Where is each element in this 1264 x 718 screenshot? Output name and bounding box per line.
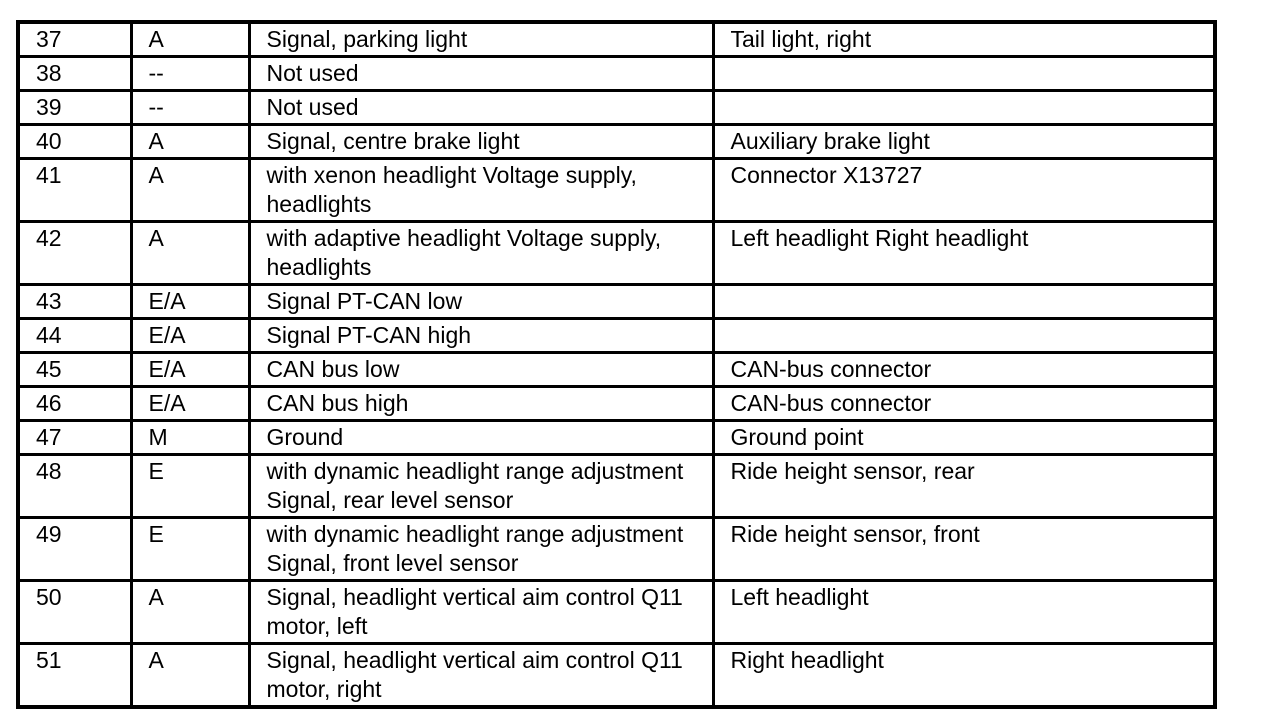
table-row — [18, 91, 1215, 125]
function-cell: CAN bus low — [249, 353, 713, 387]
function-cell: CAN bus high — [249, 387, 713, 421]
signal-type-cell: E — [131, 518, 249, 581]
connection-cell: CAN-bus connector — [713, 353, 1215, 387]
pin-number-cell: 45 — [18, 353, 131, 387]
signal-type-cell: E/A — [131, 387, 249, 421]
pin-number-cell: 46 — [18, 387, 131, 421]
function-cell: Not used — [249, 57, 713, 91]
function-cell: with xenon headlight Voltage supply, headlights — [249, 159, 713, 222]
table-row — [18, 644, 1215, 708]
pin-number-cell: 49 — [18, 518, 131, 581]
table-row — [18, 353, 1215, 387]
connection-cell — [713, 91, 1215, 125]
pin-number-cell: 40 — [18, 125, 131, 159]
pin-number-cell: 38 — [18, 57, 131, 91]
function-cell: Not used — [249, 91, 713, 125]
table-row — [18, 421, 1215, 455]
signal-type-cell: -- — [131, 91, 249, 125]
connection-cell: Tail light, right — [713, 22, 1215, 57]
signal-type-cell: A — [131, 644, 249, 708]
table-row — [18, 22, 1215, 57]
connection-cell: Ride height sensor, rear — [713, 455, 1215, 518]
connection-cell: Ground point — [713, 421, 1215, 455]
function-cell: with adaptive headlight Voltage supply, headlights — [249, 222, 713, 285]
connection-cell: CAN-bus connector — [713, 387, 1215, 421]
signal-type-cell: A — [131, 222, 249, 285]
table-row — [18, 319, 1215, 353]
pin-number-cell: 51 — [18, 644, 131, 708]
signal-type-cell: A — [131, 22, 249, 57]
function-cell: with dynamic headlight range adjustment Signal, front level sensor — [249, 518, 713, 581]
connection-cell: Auxiliary brake light — [713, 125, 1215, 159]
table-row — [18, 285, 1215, 319]
table-row — [18, 125, 1215, 159]
function-cell: Signal PT-CAN low — [249, 285, 713, 319]
table-row — [18, 387, 1215, 421]
table-row — [18, 581, 1215, 644]
function-cell: with dynamic headlight range adjustment Signal, rear level sensor — [249, 455, 713, 518]
function-cell: Signal, centre brake light — [249, 125, 713, 159]
signal-type-cell: A — [131, 125, 249, 159]
signal-type-cell: A — [131, 159, 249, 222]
signal-type-cell: M — [131, 421, 249, 455]
signal-type-cell: E/A — [131, 285, 249, 319]
function-cell: Signal, headlight vertical aim control Q11 motor, left — [249, 581, 713, 644]
table-row — [18, 222, 1215, 285]
signal-type-cell: E/A — [131, 353, 249, 387]
connection-cell: Right headlight — [713, 644, 1215, 708]
table-row — [18, 518, 1215, 581]
pin-assignment-table — [16, 20, 1217, 709]
pin-number-cell: 39 — [18, 91, 131, 125]
table-row — [18, 455, 1215, 518]
function-cell: Signal, parking light — [249, 22, 713, 57]
function-cell: Signal, headlight vertical aim control Q11 motor, right — [249, 644, 713, 708]
connection-cell: Ride height sensor, front — [713, 518, 1215, 581]
connection-cell: Left headlight Right headlight — [713, 222, 1215, 285]
pin-number-cell: 47 — [18, 421, 131, 455]
pin-number-cell: 44 — [18, 319, 131, 353]
function-cell: Ground — [249, 421, 713, 455]
signal-type-cell: E/A — [131, 319, 249, 353]
pin-number-cell: 48 — [18, 455, 131, 518]
signal-type-cell: E — [131, 455, 249, 518]
pin-number-cell: 43 — [18, 285, 131, 319]
pin-number-cell: 42 — [18, 222, 131, 285]
function-cell: Signal PT-CAN high — [249, 319, 713, 353]
connection-cell — [713, 57, 1215, 91]
table-row — [18, 159, 1215, 222]
connection-cell — [713, 285, 1215, 319]
connection-cell: Connector X13727 — [713, 159, 1215, 222]
pin-number-cell: 37 — [18, 22, 131, 57]
table-row — [18, 57, 1215, 91]
connection-cell: Left headlight — [713, 581, 1215, 644]
pin-number-cell: 50 — [18, 581, 131, 644]
signal-type-cell: A — [131, 581, 249, 644]
pin-number-cell: 41 — [18, 159, 131, 222]
connection-cell — [713, 319, 1215, 353]
signal-type-cell: -- — [131, 57, 249, 91]
